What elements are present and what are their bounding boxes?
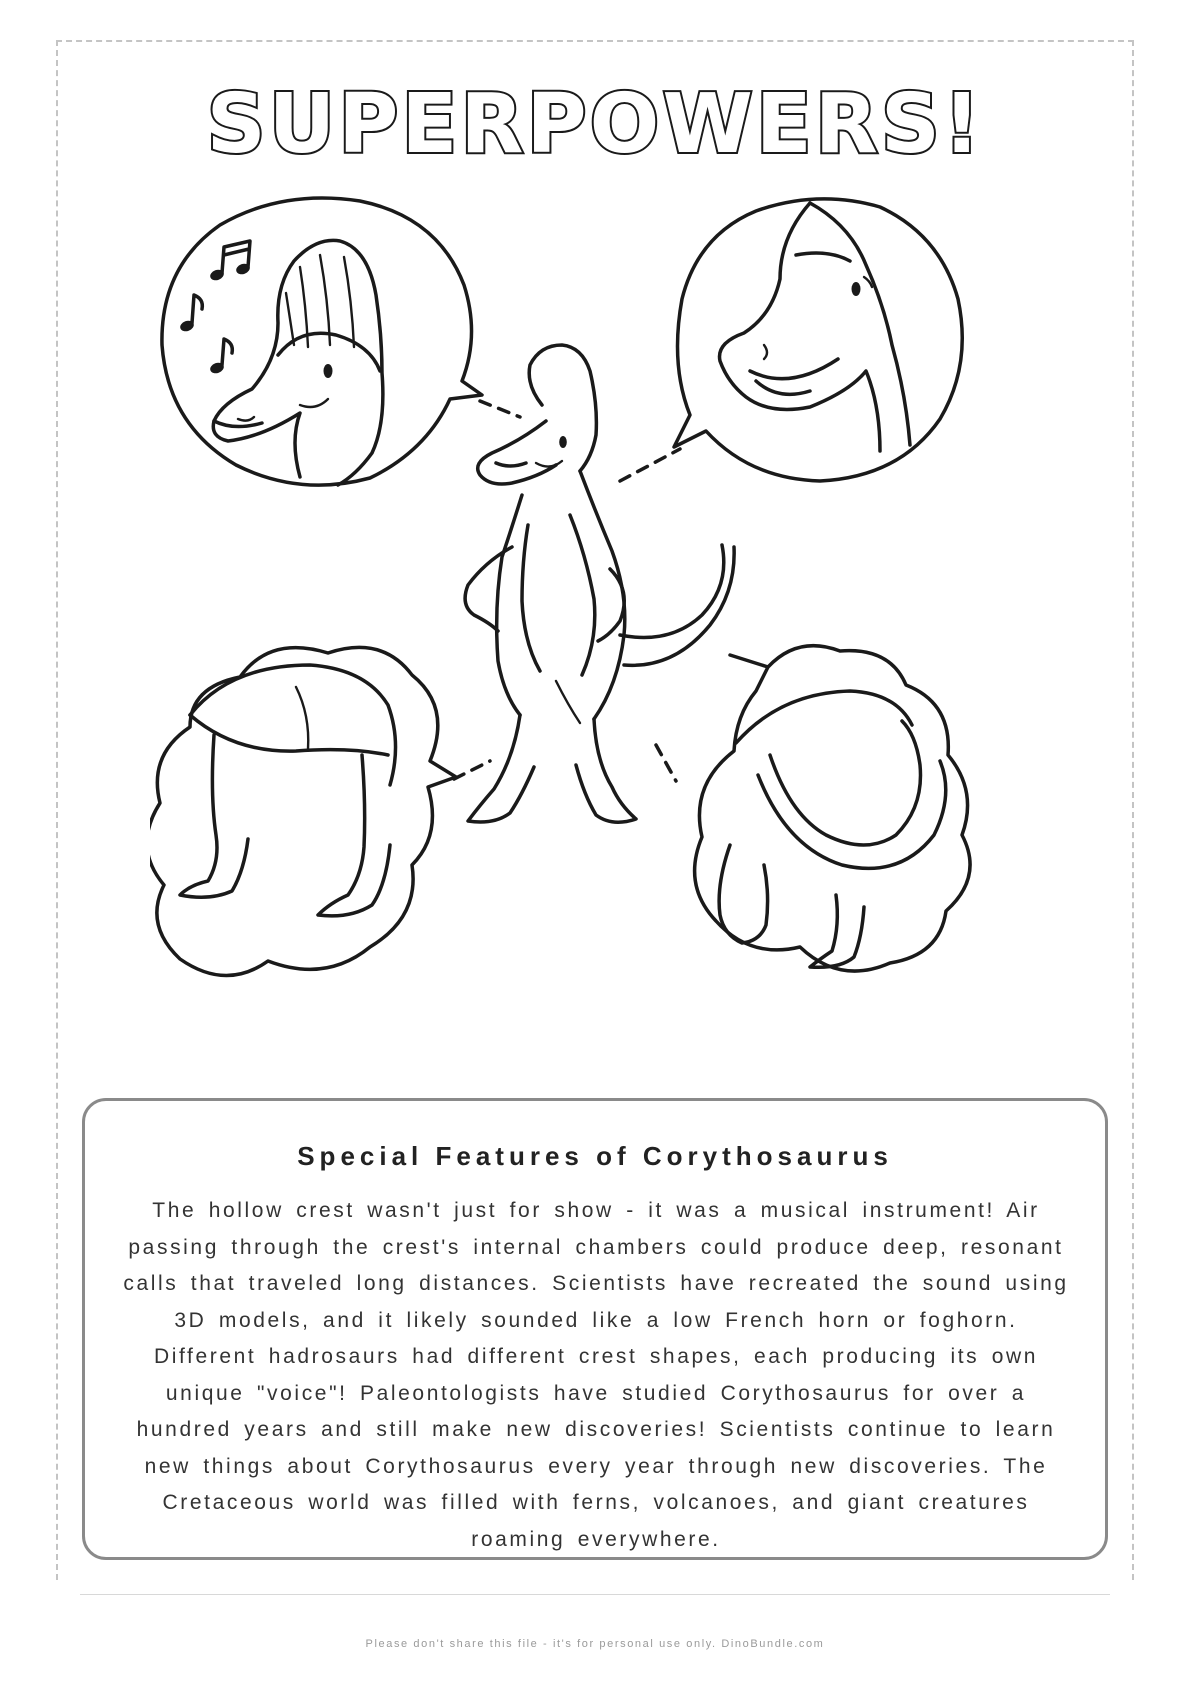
info-title: Special Features of Corythosaurus — [297, 1141, 893, 1171]
bubble-strong-legs — [150, 647, 456, 975]
page-title — [0, 80, 1190, 180]
info-body: The hollow crest wasn't just for show - it was a musical instrument! Air passing through the crest's internal chambers could produce deep, resonant calls that traveled long distances. Scientists have recreated the sound using 3D models, and it likely sounded like a low French horn or foghorn. Different hadrosaurs had different crest shapes, each producing its own unique "voice"! Paleontologists have studied Corythosaurus for over a hundred years and still make new discoveries! Scientists continue to learn new things about Corythosaurus every year through new discoveries. The Cretaceous world was filled with ferns, volcanoes, and giant creatures roaming everywhere. — [123, 1199, 1069, 1551]
bubble-outline-top-right — [674, 199, 962, 481]
connector-bottom-left — [454, 761, 490, 779]
info-panel — [82, 1098, 1108, 1560]
coloring-illustration — [150, 195, 1050, 1085]
bubble-smiling-head — [674, 199, 962, 481]
illustration-canvas — [150, 195, 1050, 1085]
bubble-swinging-tail — [695, 646, 970, 971]
footer-divider — [80, 1594, 1110, 1595]
connector-top-left — [480, 401, 520, 417]
page-title-outline — [0, 80, 1190, 180]
bubble-outline-bottom-right — [695, 646, 970, 971]
connector-bottom-right — [656, 745, 676, 781]
bubble-singing-crest — [162, 198, 482, 485]
footer-notice: Please don't share this file - it's for personal use only. DinoBundle.com — [365, 1638, 825, 1650]
bubble-outline-bottom-left — [150, 647, 456, 975]
connector-top-right — [620, 449, 680, 481]
page-title-text: SUPERPOWERS! — [206, 80, 984, 172]
